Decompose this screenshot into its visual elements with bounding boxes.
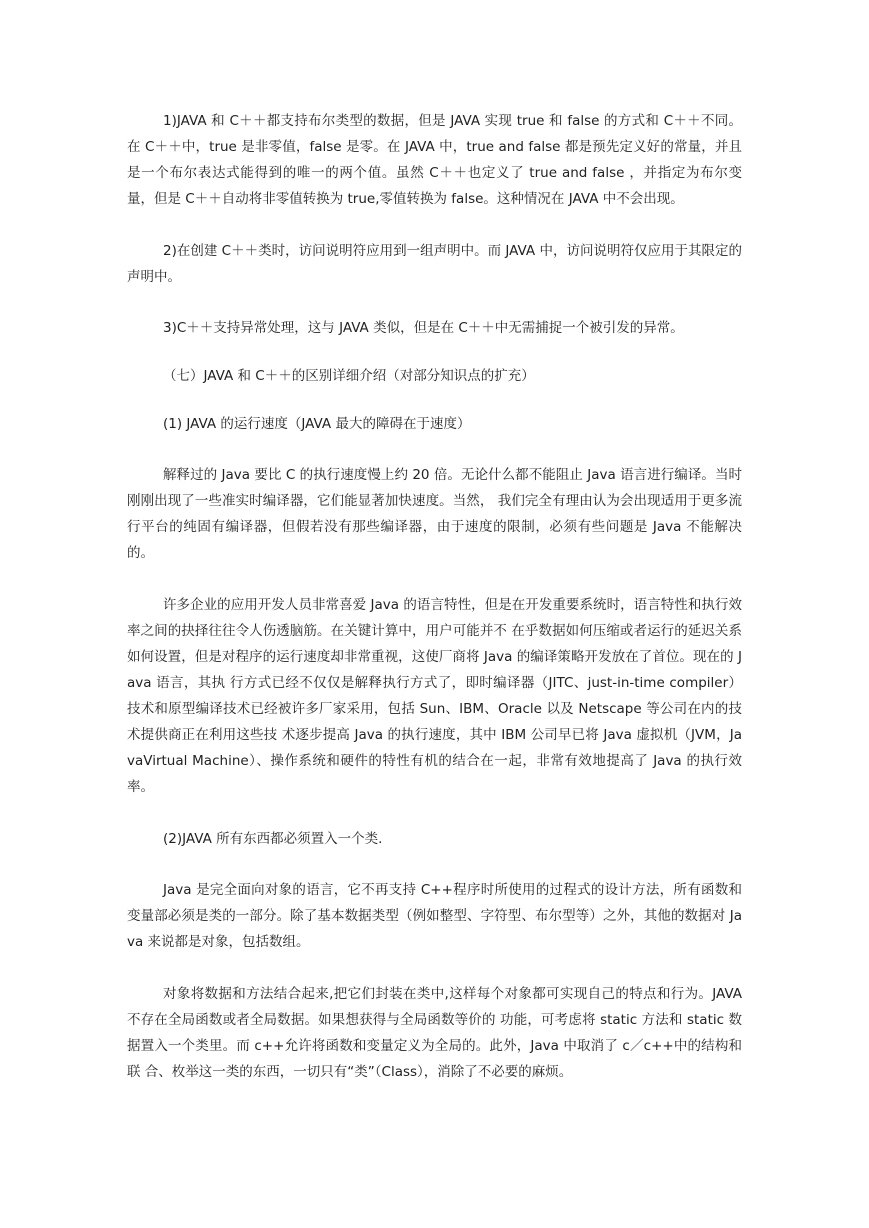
document-page xyxy=(127,108,742,1085)
subheading-everything-in-class: (2)JAVA 所有东西都必须置入一个类. xyxy=(163,831,383,847)
paragraph-boolean-types: 1)JAVA 和 C＋＋都支持布尔类型的数据，但是 JAVA 实现 true 和 false 的方式和 C＋＋不同。在 C＋＋中，true 是非零值，false 是零。在 JAVA 中，true and false 都是预先定义好的常量，并且是一个布尔表达式能得到的唯一的两个值。虽然 C＋＋也定义了 true and false ，并指定为布尔变量，但是 C＋＋自动将非零值转换为 true,零值转换为 false。这种情况在 JAVA 中不会出现。 xyxy=(127,113,742,207)
paragraph-exception-handling: 3)C＋＋支持异常处理，这与 JAVA 类似，但是在 C＋＋中无需捕捉一个被引发的异常。 xyxy=(163,320,684,336)
paragraph-interpreted-speed: 解释过的 Java 要比 C 的执行速度慢上约 20 倍。无论什么都不能阻止 Java 语言进行编译。当时刚刚出现了一些准实时编译器，它们能显著加快速度。当然， 我们完全有理由认为会出现适用于更多流行平台的纯固有编译器，但假若没有那些编译器，由于速度的限制，必须有些问题是 Java 不能解决的。 xyxy=(127,467,742,561)
paragraph-access-specifiers: 2)在创建 C＋＋类时，访问说明符应用到一组声明中。而 JAVA 中，访问说明符仅应用于其限定的声明中。 xyxy=(127,243,742,285)
paragraph-object-oriented: Java 是完全面向对象的语言，它不再支持 C++程序时所使用的过程式的设计方法，所有函数和变量部必须是类的一部分。除了基本数据类型（例如整型、字符型、布尔型等）之外，其他的数据对 Java 来说都是对象，包括数组。 xyxy=(127,882,742,950)
paragraph-jit-compilers: 许多企业的应用开发人员非常喜爱 Java 的语言特性，但是在开发重要系统时，语言特性和执行效率之间的抉择往往令人伤透脑筋。在关键计算中，用户可能并不 在乎数据如何压缩或者运行的延迟关系如何设置，但是对程序的运行速度却非常重视，这使厂商将 Java 的编译策略开发放在了首位。现在的 Java 语言，其执 行方式已经不仅仅是解释执行方式了，即时编译器（JITC、just-in-time compiler）技术和原型编译技术已经被许多厂家采用，包括 Sun、IBM、Oracle 以及 Netscape 等公司在内的技术提供商正在利用这些技 术逐步提高 Java 的执行速度，其中 IBM 公司早已将 Java 虚拟机（JVM，JavaVirtual Machine）、操作系统和硬件的特性有机的结合在一起，非常有效地提高了 Java 的执行效率。 xyxy=(127,597,742,795)
section-heading-differences: （七）JAVA 和 C＋＋的区别详细介绍（对部分知识点的扩充） xyxy=(163,368,535,384)
subheading-runtime-speed: (1) JAVA 的运行速度（JAVA 最大的障碍在于速度） xyxy=(163,416,471,432)
paragraph-encapsulation: 对象将数据和方法结合起来,把它们封装在类中,这样每个对象都可实现自己的特点和行为。JAVA 不存在全局函数或者全局数据。如果想获得与全局函数等价的 功能，可考虑将 static 方法和 static 数据置入一个类里。而 c++允许将函数和变量定义为全局的。此外，Java 中取消了 c／c++中的结构和联 合、枚举这一类的东西，一切只有“类”（Class），消除了不必要的麻烦。 xyxy=(127,986,742,1080)
